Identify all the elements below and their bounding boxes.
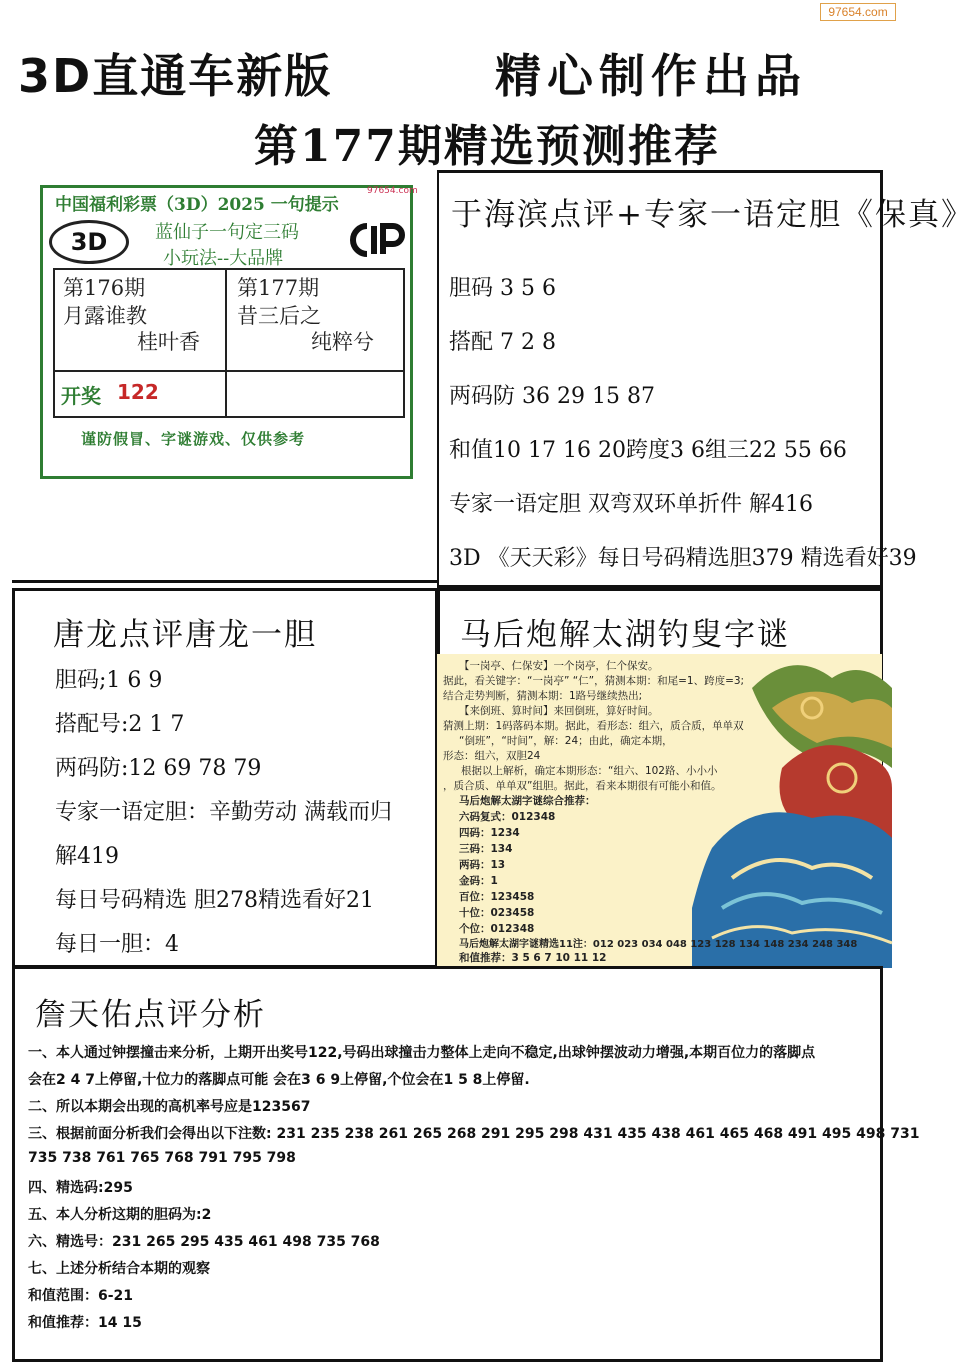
card-footer: 谨防假冒、字谜游戏、仅供参考 xyxy=(81,430,306,448)
zhan-tianyou-title: 詹天佑点评分析 xyxy=(35,997,266,1033)
riddle-line: 四码：1234 xyxy=(459,827,520,839)
analysis-line: 二、所以本期会出现的高机率号应是123567 xyxy=(28,1099,311,1115)
tl-line: 专家一语定胆：辛勤劳动 满载而归 xyxy=(55,800,392,825)
draw-number: 122 xyxy=(117,380,159,404)
hyb-line: 两码防 36 29 15 87 xyxy=(449,384,655,409)
prev-riddle-line2: 桂叶香 xyxy=(137,330,200,354)
analysis-line: 和值推荐：14 15 xyxy=(28,1315,142,1331)
hyb-line: 搭配 7 2 8 xyxy=(449,330,556,355)
3d-logo: 3D xyxy=(49,220,129,264)
hyb-line: 专家一语定胆 双弯双环单折件 解416 xyxy=(449,492,813,517)
analysis-line: 三、根据前面分析我们会得出以下注数: 231 235 238 261 265 268 291 295 298 431 435 438 461 465 468 491 495 498 731 xyxy=(28,1126,920,1142)
riddle-line: 三码：134 xyxy=(459,843,513,855)
riddle-line: 六码复式：012348 xyxy=(459,811,556,823)
analysis-line: 六、精选号：231 265 295 435 461 498 735 768 xyxy=(28,1234,380,1250)
mahou-title: 马后炮解太湖钓叟字谜 xyxy=(460,617,790,653)
riddle-line: 马后炮解太湖字谜综合推荐： xyxy=(459,795,596,807)
lottery-hint-card xyxy=(40,185,418,479)
divider xyxy=(12,580,437,583)
riddle-line: 和值推荐：3 5 6 7 10 11 12 xyxy=(459,952,607,964)
prev-period: 第176期 xyxy=(63,276,146,300)
riddle-line: 马后炮解太湖字谜精选11注：012 023 034 048 123 128 134 148 234 248 348 xyxy=(459,939,858,950)
tl-line: 每日号码精选 胆278精选看好21 xyxy=(55,888,374,913)
tl-line: 搭配号:2 1 7 xyxy=(55,712,185,737)
yu-haibin-section xyxy=(437,170,974,588)
riddle-line: 个位：012348 xyxy=(459,923,535,935)
tl-line: 解419 xyxy=(55,844,119,869)
riddle-line: 十位：023458 xyxy=(459,907,535,919)
riddle-line: 金码：1 xyxy=(459,875,498,887)
cp-logo-icon xyxy=(349,220,407,260)
header-title-left: 3D直通车新版 xyxy=(18,49,333,103)
header-subtitle: 第177期精选预测推荐 xyxy=(254,121,720,172)
card-line2: 小玩法--大品牌 xyxy=(163,248,284,269)
next-riddle-line2: 纯粹兮 xyxy=(311,330,374,354)
riddle-line: ，质合质、单单双”组胆。据此，看来本期很有可能小和值。 xyxy=(443,780,722,792)
analysis-line: 735 738 761 765 768 791 795 798 xyxy=(28,1150,296,1166)
riddle-line: 【一岗亭、仁保安】一个岗亭，仁个保安。 xyxy=(459,660,659,672)
yu-haibin-title: 于海滨点评+专家一语定胆《保真》 xyxy=(451,197,974,233)
analysis-line: 一、本人通过钟摆撞击来分析，上期开出奖号122,号码出球撞击力整体上走向不稳定,出球钟摆波动力增强,本期百位力的落脚点 xyxy=(28,1045,816,1061)
hyb-line: 和值10 17 16 20跨度3 6组三22 55 66 xyxy=(449,438,847,463)
card-title: 中国福利彩票（3D）2025 一句提示 xyxy=(55,195,339,215)
card-line1: 蓝仙子一句定三码 xyxy=(155,222,299,243)
header-title-right: 精心制作出品 xyxy=(495,49,807,103)
card-site: 97654.com xyxy=(367,186,418,196)
riddle-line: 两码：13 xyxy=(459,859,506,871)
tang-long-section xyxy=(12,588,437,968)
draw-label: 开奖 xyxy=(61,384,101,408)
riddle-line: 据此，看关键字：“一岗亭” “仁”，猜测本期：和尾=1、跨度=3; xyxy=(443,675,745,687)
riddle-table xyxy=(53,268,405,418)
riddle-line: 结合走势判断，猜测本期：1路号继续热出; xyxy=(443,690,643,702)
hyb-line: 胆码 3 5 6 xyxy=(449,276,556,301)
riddle-analysis-panel xyxy=(437,654,882,966)
riddle-line: 猜测上期：1码落码本期。据此，看形态：组六，质合质，单单双 xyxy=(443,720,744,732)
hyb-line: 3D 《天天彩》每日号码精选胆379 精选看好39 xyxy=(449,546,917,571)
analysis-line: 五、本人分析这期的胆码为:2 xyxy=(28,1207,212,1223)
site-watermark: 97654.com xyxy=(820,3,896,21)
analysis-line: 会在2 4 7上停留,十位力的落脚点可能 会在3 6 9上停留,个位会在1 5 8上停留. xyxy=(28,1072,530,1088)
tl-line: 每日一胆：4 xyxy=(55,932,179,957)
prev-riddle-line1: 月露谁教 xyxy=(63,304,147,328)
riddle-line: 【来倒班、算时间】来回倒班，算好时间。 xyxy=(459,705,659,717)
tl-line: 两码防:12 69 78 79 xyxy=(55,756,262,781)
tl-line: 胆码;1 6 9 xyxy=(55,668,163,693)
riddle-line: “倒班”，“时间”，解：24；由此，确定本期， xyxy=(459,735,673,747)
analysis-line: 七、上述分析结合本期的观察 xyxy=(28,1261,210,1277)
next-riddle-line1: 昔三后之 xyxy=(237,304,321,328)
wave-cloud-decoration xyxy=(692,648,892,968)
riddle-line: 形态：组六，双胆24 xyxy=(443,750,541,762)
riddle-line: 百位：123458 xyxy=(459,891,535,903)
tang-long-title: 唐龙点评唐龙一胆 xyxy=(53,617,317,653)
next-period: 第177期 xyxy=(237,276,320,300)
analysis-line: 四、精选码:295 xyxy=(28,1180,133,1196)
riddle-line: 根据以上解析，确定本期形态：“组六、102路、小小小 xyxy=(461,765,718,777)
analysis-line: 和值范围：6-21 xyxy=(28,1288,134,1304)
